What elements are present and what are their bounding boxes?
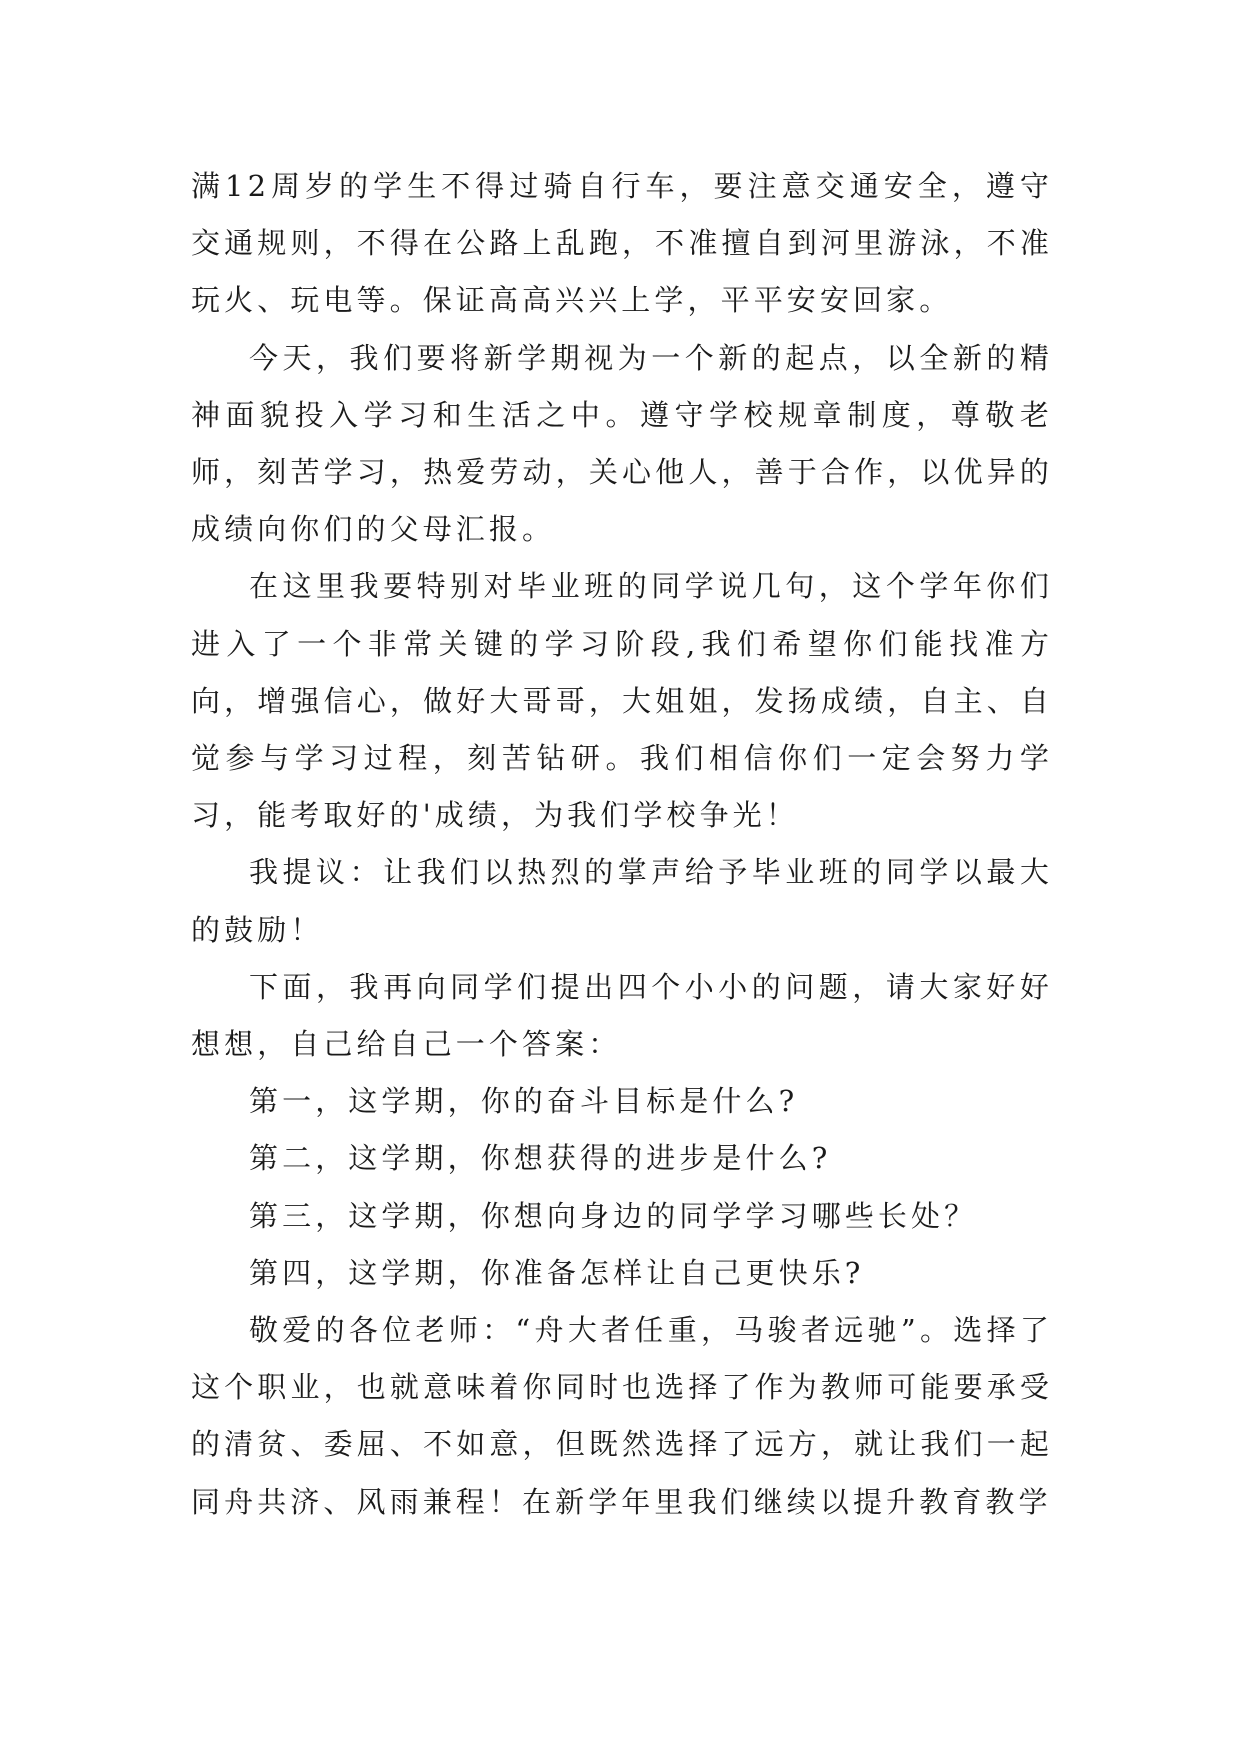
document-body <box>191 158 1053 1531</box>
paragraph-four-questions-intro: 下面，我再向同学们提出四个小小的问题，请大家好好想想，自己给自己一个答案： <box>191 969 1053 1062</box>
question-three: 第三，这学期，你想向身边的同学学习哪些长处？ <box>249 1198 978 1233</box>
paragraph-graduating-class: 在这里我要特别对毕业班的同学说几句，这个学年你们进入了一个非常关键的学习阶段,我们希望你们能找准方向，增强信心，做好大哥哥，大姐姐，发扬成绩，自主、自觉参与学习过程，刻苦钻研。我们相信你们一定会努力学习，能考取好的'成绩，为我们学校争光！ <box>191 569 1053 833</box>
question-two: 第二，这学期，你想获得的进步是什么? <box>249 1141 832 1176</box>
paragraph-new-semester: 今天，我们要将新学期视为一个新的起点，以全新的精神面貌投入学习和生活之中。遵守学校规章制度，尊敬老师，刻苦学习，热爱劳动，关心他人，善于合作，以优异的成绩向你们的父母汇报。 <box>191 340 1053 547</box>
question-four: 第四，这学期，你准备怎样让自己更快乐? <box>249 1255 865 1290</box>
paragraph-teachers: 敬爱的各位老师：“舟大者任重，马骏者远驰”。选择了这个职业，也就意味着你同时也选择了作为教师可能要承受的清贫、委屈、不如意，但既然选择了远方，就让我们一起同舟共济、风雨兼程！在新学年里我们继续以提升教育教学 <box>191 1313 1053 1519</box>
question-one: 第一，这学期，你的奋斗目标是什么? <box>249 1084 799 1119</box>
paragraph-safety-rules: 满12周岁的学生不得过骑自行车，要注意交通安全，遵守交通规则，不得在公路上乱跑，不准擅自到河里游泳，不准玩火、玩电等。保证高高兴兴上学，平平安安回家。 <box>191 169 1053 318</box>
paragraph-applause-proposal: 我提议：让我们以热烈的掌声给予毕业班的同学以最大的鼓励！ <box>191 855 1053 947</box>
